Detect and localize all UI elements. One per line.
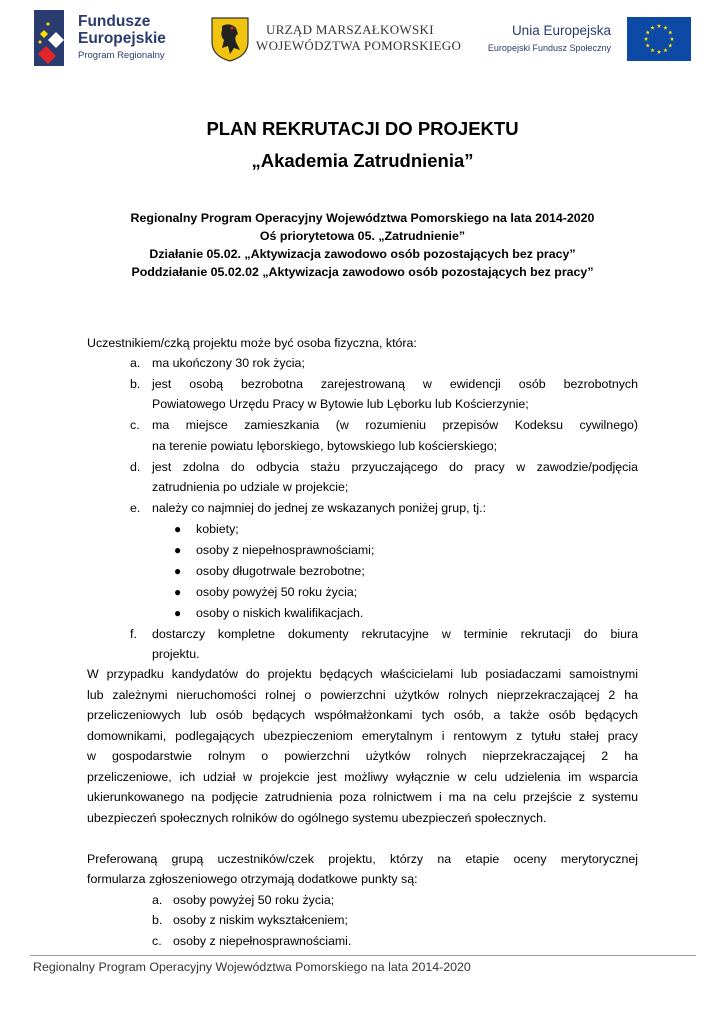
footer-divider bbox=[30, 955, 696, 956]
criterion-f-marker: f. bbox=[130, 627, 137, 641]
eu-stars-circle-icon bbox=[627, 17, 691, 61]
priority-axis: Oś priorytetowa 05. „Zatrudnienie” bbox=[259, 229, 466, 243]
preferred-c-marker: c. bbox=[152, 934, 162, 948]
eu-star-icon bbox=[650, 25, 654, 29]
urzad-marszalkowski-logo bbox=[210, 16, 460, 64]
criterion-a-marker: a. bbox=[130, 356, 141, 370]
preferred-a-text: osoby powyżej 50 roku życia; bbox=[173, 893, 335, 907]
bullet-icon: ● bbox=[174, 564, 182, 578]
farmers-paragraph-line: ukierunkowanego na podjęcie zatrudnienia poza rolnictwem i ma na celu przejście z systemu bbox=[87, 790, 638, 804]
pomorskie-logo-line1: URZĄD MARSZAŁKOWSKI bbox=[266, 22, 434, 37]
ue-logo-line1: Unia Europejska bbox=[511, 23, 611, 38]
eu-star-icon bbox=[663, 48, 667, 52]
eligibility-intro: Uczestnikiem/czką projektu może być osoba fizyczna, która: bbox=[87, 336, 417, 350]
criterion-d-text-line1: jest zdolna do odbycia stażu przyuczającego do pracy w zawodzie/podjęcia bbox=[152, 460, 638, 474]
eu-star-icon bbox=[668, 43, 672, 47]
sub-measure: Poddziałanie 05.02.02 „Aktywizacja zawodowo osób pozostających bez pracy” bbox=[131, 265, 594, 279]
group-item: kobiety; bbox=[196, 522, 239, 536]
fundusze-europejskie-emblem-icon bbox=[34, 10, 74, 68]
preferred-c-text: osoby z niepełnosprawnościami. bbox=[173, 934, 352, 948]
group-item: osoby z niepełnosprawnościami; bbox=[196, 543, 375, 557]
bullet-icon: ● bbox=[174, 543, 182, 557]
group-item: osoby o niskich kwalifikacjach. bbox=[196, 606, 364, 620]
farmers-paragraph-line: przeliczeniowe, ich udział w projekcie jest możliwy wyłącznie w celu udzielenia im wsparcia bbox=[87, 770, 638, 784]
preferred-b-text: osoby z niskim wykształceniem; bbox=[173, 913, 348, 927]
criterion-b-text-line1: jest osobą bezrobotna zarejestrowaną w ewidencji osób bezrobotnych bbox=[152, 377, 638, 391]
criterion-c-marker: c. bbox=[130, 418, 140, 432]
fe-logo-line2: Europejskie bbox=[78, 30, 166, 47]
eu-star-icon bbox=[650, 48, 654, 52]
criterion-c-text-line1: ma miejsce zamieszkania (w rozumieniu przepisów Kodeksu cywilnego) bbox=[152, 418, 638, 432]
footer-text: Regionalny Program Operacyjny Województwa Pomorskiego na lata 2014-2020 bbox=[33, 960, 471, 974]
eu-star-icon bbox=[646, 30, 650, 34]
eu-star-icon bbox=[670, 37, 674, 41]
preferred-intro-line2: formularza zgłoszeniowego otrzymają dodatkowe punkty są: bbox=[87, 872, 418, 886]
group-item: osoby powyżej 50 roku życia; bbox=[196, 585, 358, 599]
farmers-paragraph-line: w gospodarstwie rolnym o powierzchni użytków rolnych nieprzekraczającej 2 ha bbox=[87, 749, 638, 763]
project-name: „Akademia Zatrudnienia” bbox=[251, 150, 474, 171]
criterion-c-text-line2: na terenie powiatu lęborskiego, bytowskiego lub kościerskiego; bbox=[152, 439, 498, 453]
eu-star-icon bbox=[646, 43, 650, 47]
pomorskie-griffin-crest-icon bbox=[210, 16, 250, 62]
preferred-b-marker: b. bbox=[152, 913, 163, 927]
criterion-e-marker: e. bbox=[130, 501, 141, 515]
measure: Działanie 05.02. „Aktywizacja zawodowo osób pozostających bez pracy” bbox=[149, 247, 576, 261]
criterion-f-text-line2: projektu. bbox=[152, 647, 200, 661]
farmers-paragraph-line: domownikami, podlegających ubezpieczeniom emerytalnym i rentowym z tytułu stałej pracy bbox=[87, 729, 638, 743]
farmers-paragraph-line: W przypadku kandydatów do projektu będących właścicielami lub posiadaczami samoistnymi bbox=[87, 667, 638, 681]
fe-logo-line3: Program Regionalny bbox=[78, 50, 165, 61]
eu-star-icon bbox=[657, 24, 661, 28]
fe-logo-line1: Fundusze bbox=[78, 13, 151, 30]
program-info bbox=[0, 209, 725, 281]
bullet-icon: ● bbox=[174, 522, 182, 536]
ue-logo-line2: Europejski Fundusz Społeczny bbox=[487, 43, 611, 53]
preferred-a-marker: a. bbox=[152, 893, 163, 907]
criterion-b-marker: b. bbox=[130, 377, 141, 391]
bullet-icon: ● bbox=[174, 585, 182, 599]
farmers-paragraph-line: przeliczeniowych lub osób będących współmałżonkami tych osób, a także osób będących bbox=[87, 708, 638, 722]
eu-star-icon bbox=[663, 25, 667, 29]
criterion-d-marker: d. bbox=[130, 460, 141, 474]
criterion-e-text: należy co najmniej do jednej ze wskazanych poniżej grup, tj.: bbox=[152, 501, 487, 515]
eu-flag-icon bbox=[627, 17, 691, 61]
farmers-paragraph-line: ubezpieczeń społecznych rolników do ogólnego systemu ubezpieczeń społecznych. bbox=[87, 811, 547, 825]
eu-star-icon bbox=[644, 37, 648, 41]
logo-header bbox=[0, 0, 725, 75]
criterion-d-text-line2: zatrudnienia po udziale w projekcie; bbox=[152, 480, 349, 494]
eu-star-icon bbox=[668, 30, 672, 34]
document-title: PLAN REKRUTACJI DO PROJEKTU bbox=[206, 118, 519, 139]
criterion-a-text: ma ukończony 30 rok życia; bbox=[152, 356, 305, 370]
fundusze-europejskie-logo bbox=[34, 10, 184, 68]
eu-star-icon bbox=[657, 50, 661, 54]
pomorskie-logo-line2: WOJEWÓDZTWA POMORSKIEGO bbox=[256, 38, 462, 53]
farmers-paragraph-line: lub zależnymi nieruchomości rolnej o powierzchni użytków rolnych nieprzekraczającej 2 ha bbox=[87, 688, 638, 702]
bullet-icon: ● bbox=[174, 606, 182, 620]
criterion-b-text-line2: Powiatowego Urzędu Pracy w Bytowie lub Lęborku lub Kościerzynie; bbox=[152, 397, 529, 411]
group-item: osoby długotrwale bezrobotne; bbox=[196, 564, 365, 578]
preferred-intro-line1: Preferowaną grupą uczestników/czek projektu, którzy na etapie oceny merytorycznej bbox=[87, 852, 638, 866]
unia-europejska-logo bbox=[480, 17, 695, 63]
program-name: Regionalny Program Operacyjny Województwa Pomorskiego na lata 2014-2020 bbox=[130, 211, 595, 225]
criterion-f-text-line1: dostarczy kompletne dokumenty rekrutacyjne w terminie rekrutacji do biura bbox=[152, 627, 638, 641]
